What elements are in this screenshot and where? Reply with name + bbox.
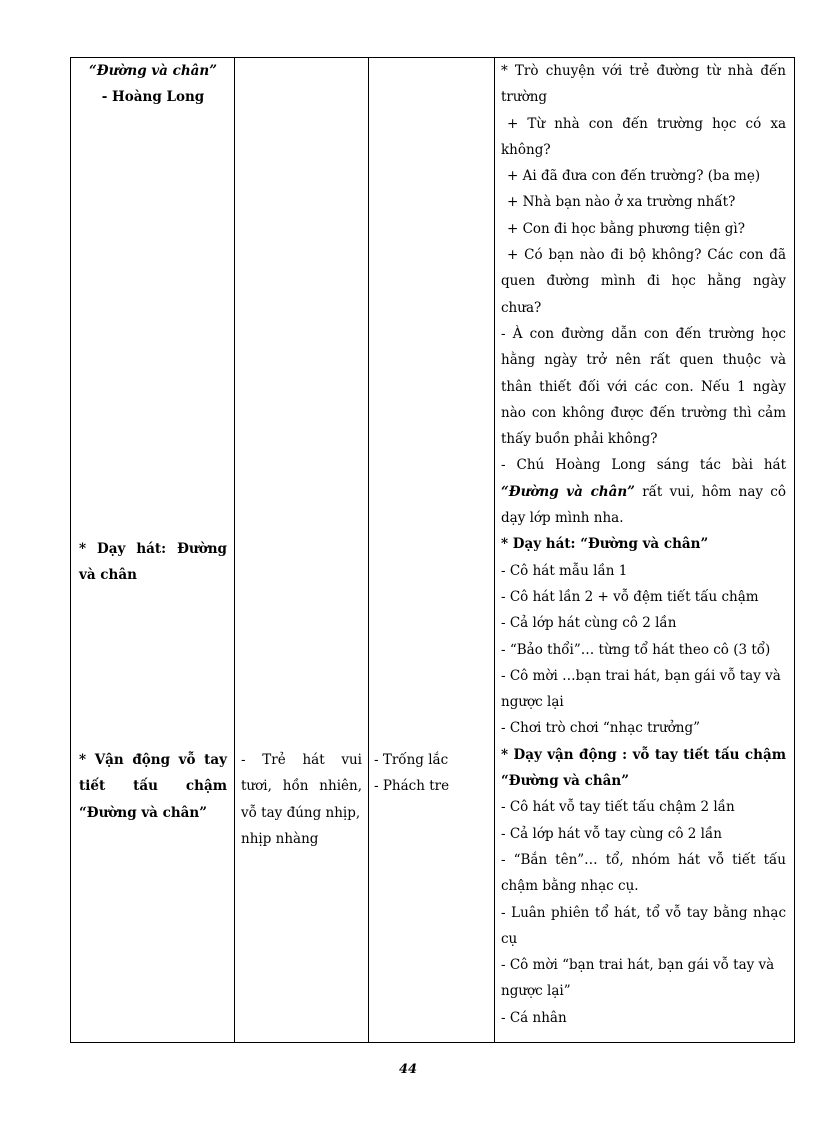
activity-line: ngược lại	[501, 694, 564, 711]
table-row	[71, 58, 795, 1043]
activity-line: - Luân phiên tổ hát, tổ vỗ tay bằng nhạc	[501, 904, 786, 921]
activity-line: cụ	[501, 930, 518, 947]
activity-line: + Từ nhà con đến trường học có xa	[507, 115, 786, 132]
activity-line: - Cô hát lần 2 + vỗ đệm tiết tấu chậm	[501, 588, 759, 605]
activity-line: không?	[501, 141, 551, 158]
activity-line: - “Bắn tên”… tổ, nhóm hát vỗ tiết tấu	[501, 851, 786, 868]
activity-line: quen đường mình đi học hằng ngày	[501, 273, 786, 290]
teach-song-heading: * Dạy hát: Đường	[79, 541, 227, 557]
activity-line: chưa?	[501, 299, 542, 316]
activity-line: - Cô mời “bạn trai hát, bạn gái vỗ tay và	[501, 957, 775, 974]
content-column	[71, 58, 235, 1043]
activities-column	[495, 58, 795, 1043]
material-item: - Phách tre	[374, 778, 450, 795]
activity-line: - Cô hát mẫu lần 1	[501, 562, 628, 579]
activity-line: dạy lớp mình nha.	[501, 510, 624, 527]
activity-line: thấy buồn phải không?	[501, 431, 658, 448]
activity-line: thân thiết đối với các con. Nếu 1 ngày	[501, 378, 786, 395]
material-item: - Trống lắc	[374, 752, 449, 768]
movement-song-title: “Đường và chân”	[501, 773, 629, 790]
movement-heading: * Vận động vỗ tay	[79, 752, 227, 768]
teach-song-heading-cont: và chân	[79, 567, 137, 584]
requirements-column	[235, 58, 369, 1043]
activity-line: nào con không được đến trường thì cảm	[501, 404, 786, 421]
teach-song-heading: * Dạy hát: “Đường và chân”	[501, 536, 709, 553]
movement-song-title: “Đường và chân”	[79, 804, 207, 821]
activity-line: + Con đi học bằng phương tiện gì?	[507, 220, 745, 237]
requirement-line: nhịp nhàng	[241, 830, 319, 847]
materials-column	[369, 58, 495, 1043]
activity-line: + Có bạn nào đi bộ không? Các con đã	[507, 247, 786, 264]
activity-line: - À con đường dẫn con đến trường học	[501, 325, 786, 342]
activity-line: - Cả lớp hát cùng cô 2 lần	[501, 615, 677, 632]
activity-line: - Chú Hoàng Long sáng tác bài hát	[501, 457, 786, 474]
activity-line: * Trò chuyện với trẻ đường từ nhà đến	[501, 63, 786, 79]
movement-heading-cont: tiết tấu chậm	[79, 778, 227, 795]
activity-line: + Nhà bạn nào ở xa trường nhất?	[507, 194, 736, 211]
requirement-line: - Trẻ hát vui	[241, 752, 362, 768]
page-number: 44	[398, 1062, 418, 1077]
activity-line: - Cô mời …bạn trai hát, bạn gái vỗ tay và	[501, 667, 781, 684]
lesson-plan-table	[70, 57, 795, 1043]
activity-text: rất vui, hôm nay cô	[634, 483, 786, 500]
activity-line	[501, 479, 786, 505]
requirement-line: vỗ tay đúng nhịp,	[241, 804, 361, 821]
song-title: “Đường và chân”	[89, 63, 217, 79]
activity-line: chậm bằng nhạc cụ.	[501, 878, 639, 895]
requirement-line: tươi, hồn nhiên,	[241, 778, 362, 795]
activity-line: - Cô hát vỗ tay tiết tấu chậm 2 lần	[501, 799, 735, 816]
activity-line: + Ai đã đưa con đến trường? (ba mẹ)	[507, 168, 761, 185]
activity-line: - Chơi trò chơi “nhạc trưởng”	[501, 720, 701, 737]
activity-line: trường	[501, 89, 548, 106]
activity-line: - “Bảo thổi”… từng tổ hát theo cô (3 tổ)	[501, 641, 771, 658]
activity-line: - Cả lớp hát vỗ tay cùng cô 2 lần	[501, 825, 722, 842]
activity-line: ngược lại”	[501, 983, 571, 1000]
movement-heading: * Dạy vận động : vỗ tay tiết tấu chậm	[501, 746, 786, 763]
song-title-inline: “Đường và chân”	[501, 483, 635, 500]
activity-line: hằng ngày trở nên rất quen thuộc và	[501, 352, 786, 369]
activity-line: - Cá nhân	[501, 1009, 567, 1026]
composer: - Hoàng Long	[101, 89, 205, 106]
